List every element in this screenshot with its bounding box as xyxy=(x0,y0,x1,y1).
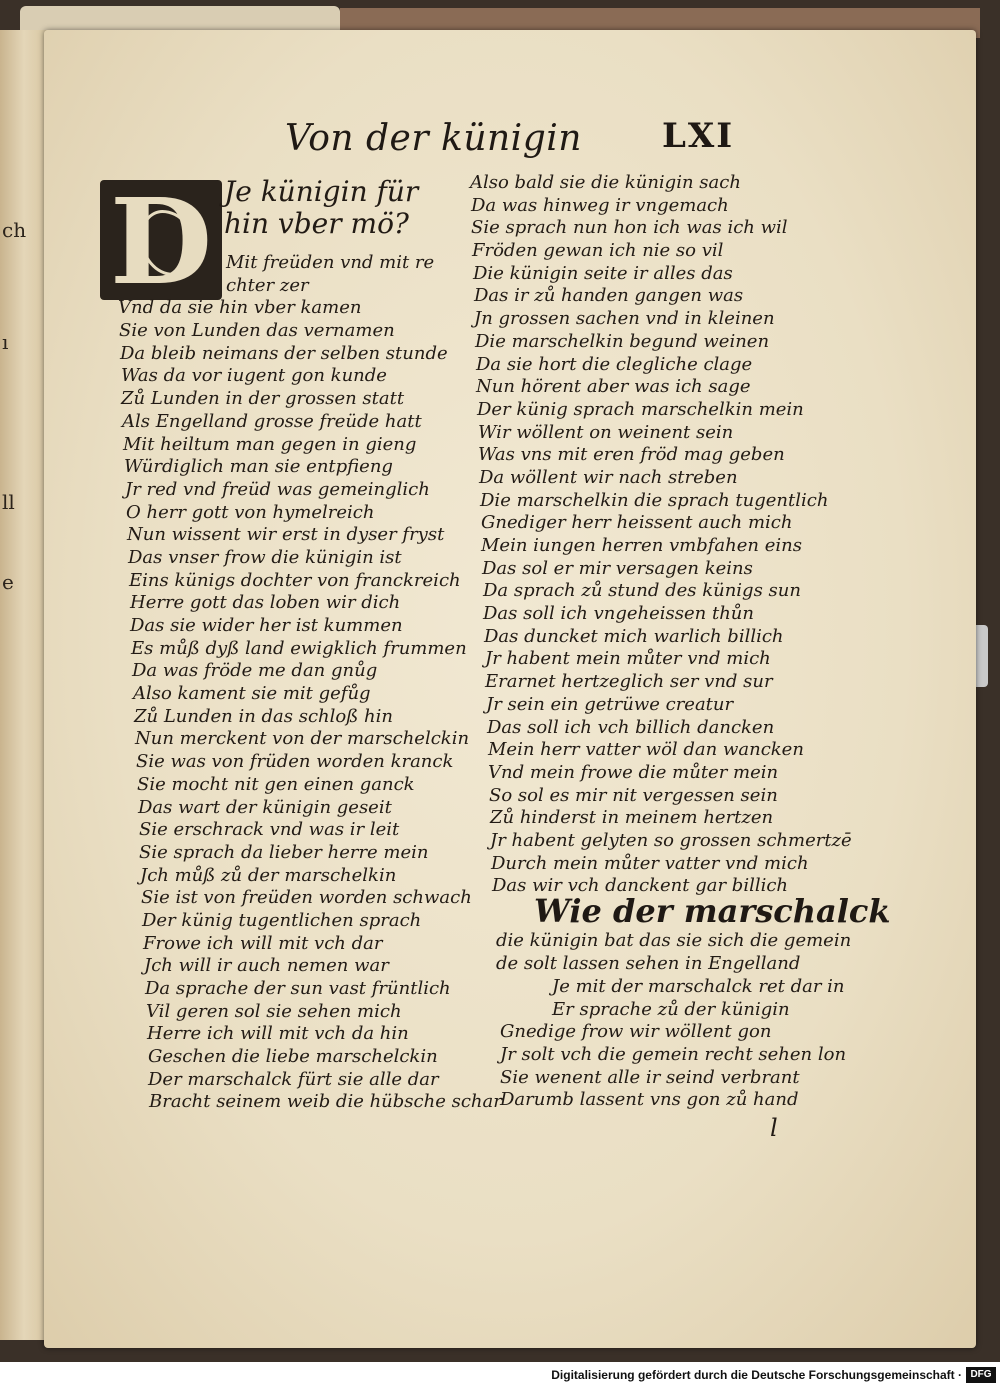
text-line: Wir wöllent on weinent sein xyxy=(478,421,734,443)
text-line: Da sprache der sun vast früntlich xyxy=(145,978,451,999)
text-line: Der künig tugentlichen sprach xyxy=(142,909,422,931)
text-line: Gnediger herr heissent auch mich xyxy=(481,512,793,534)
text-line: Die künigin seite ir alles das xyxy=(473,262,733,284)
text-line: hin vber mö? xyxy=(224,207,409,240)
signature-mark: l xyxy=(770,1114,778,1142)
text-line: Mit heiltum man gegen in gieng xyxy=(123,433,417,455)
text-line: Das duncket mich warlich billich xyxy=(484,625,784,647)
text-line: Sie was von früden worden kranck xyxy=(136,751,454,773)
text-line: Herre gott das loben wir dich xyxy=(130,592,401,614)
text-line: Vnd da sie hin vber kamen xyxy=(118,297,362,319)
text-line: Das sol er mir versagen keins xyxy=(482,557,753,579)
facing-page-fragment: ll xyxy=(2,490,15,514)
text-line: Also bald sie die künigin sach xyxy=(470,172,741,193)
footer-credit: Digitalisierung gefördert durch die Deutsche Forschungsgemeinschaft · xyxy=(551,1368,962,1382)
text-line: Er sprache zů der künigin xyxy=(552,998,790,1020)
text-line: Je mit der marschalck ret dar in xyxy=(552,976,845,997)
decorated-initial xyxy=(100,180,222,300)
text-line: Nun merckent von der marschelckin xyxy=(135,728,470,750)
text-line: O herr gott von hymelreich xyxy=(126,501,375,523)
text-line: Mit freüden vnd mit re xyxy=(226,252,435,273)
text-line: Das wir vch danckent gar billich xyxy=(492,875,789,897)
text-line: Das soll ich vch billich dancken xyxy=(487,716,775,738)
text-line: Bracht seinem weib die hübsche schar xyxy=(149,1091,502,1113)
text-line: Mein herr vatter wöl dan wancken xyxy=(488,739,804,761)
text-line: Es můß dyß land ewigklich frummen xyxy=(131,637,467,659)
text-line: Da sie hort die clegliche clage xyxy=(476,353,753,375)
text-line: Das vnser frow die künigin ist xyxy=(128,546,402,568)
text-line: Vil geren sol sie sehen mich xyxy=(146,1000,402,1022)
text-line: Erarnet hertzeglich ser vnd sur xyxy=(485,671,773,693)
text-line: Zů Lunden in das schloß hin xyxy=(134,705,393,727)
text-line: Jn grossen sachen vnd in kleinen xyxy=(474,308,775,330)
section-heading: Wie der marschalck xyxy=(534,892,891,930)
text-line: Sie von Lunden das vernamen xyxy=(119,320,395,342)
text-line: Jr sein ein getrüwe creatur xyxy=(486,693,734,715)
text-line: Das sie wider her ist kummen xyxy=(130,615,403,636)
text-line: Jr red vnd freüd was gemeinglich xyxy=(125,478,430,500)
text-line: So sol es mir nit vergessen sein xyxy=(489,784,778,806)
text-line: Sie erschrack vnd was ir leit xyxy=(139,819,400,841)
text-line: Das wart der künigin geseit xyxy=(138,796,392,818)
text-line: Mein iungen herren vmbfahen eins xyxy=(481,535,802,556)
text-line: Fröden gewan ich nie so vil xyxy=(472,240,724,262)
right-column xyxy=(470,172,852,898)
initial-letter: D xyxy=(109,180,213,300)
text-line: Da wöllent wir nach streben xyxy=(479,466,738,488)
text-line: Nun hörent aber was ich sage xyxy=(476,376,751,398)
text-line: Geschen die liebe marschelckin xyxy=(148,1046,438,1068)
text-line: Eins künigs dochter von franckreich xyxy=(129,569,461,591)
footer xyxy=(0,1362,1000,1390)
text-line: Also kament sie mit gefůg xyxy=(133,683,371,705)
text-line: Der marschalck fürt sie alle dar xyxy=(148,1068,439,1090)
text-line: Da bleib neimans der selben stunde xyxy=(120,342,448,364)
text-line: Da was hinweg ir vngemach xyxy=(471,194,729,216)
text-line: Die marschelkin begund weinen xyxy=(475,330,770,352)
text-line: Jr solt vch die gemein recht sehen lon xyxy=(500,1044,847,1066)
text-line: Würdiglich man sie entpfieng xyxy=(124,456,393,478)
text-line: Jr habent gelyten so grossen schmertzē xyxy=(490,829,852,851)
text-line: Darumb lassent vns gon zů hand xyxy=(500,1089,799,1111)
text-line: Als Engelland grosse freüde hatt xyxy=(122,410,422,432)
text-line: Sie wenent alle ir seind verbrant xyxy=(500,1066,800,1088)
text-line: Die marschelkin die sprach tugentlich xyxy=(480,489,829,511)
text-line: Sie sprach da lieber herre mein xyxy=(139,841,429,863)
closing-lines xyxy=(500,976,846,1112)
text-line: Da sprach zů stund des künigs sun xyxy=(483,580,801,602)
section-subheading xyxy=(496,930,851,975)
text-line: Je künigin für xyxy=(224,175,419,208)
text-line: Durch mein můter vatter vnd mich xyxy=(491,852,809,874)
text-line: Jch will ir auch nemen war xyxy=(144,955,389,977)
text-line: Jr habent mein můter vnd mich xyxy=(485,648,771,670)
text-line: Das soll ich vngeheissen thůn xyxy=(483,603,754,625)
running-title: Von der künigin xyxy=(285,118,582,159)
text-line: die künigin bat das sie sich die gemein xyxy=(496,930,852,951)
facing-page-fragment: ch xyxy=(2,218,27,242)
text-line: Sie ist von freüden worden schwach xyxy=(141,887,472,909)
text-line: Sie mocht nit gen einen ganck xyxy=(137,773,415,795)
dfg-logo: DFG xyxy=(966,1367,996,1383)
text-line: de solt lassen sehen in Engelland xyxy=(496,952,801,974)
text-line: Zů Lunden in der grossen statt xyxy=(121,388,405,410)
text-line: Jch můß zů der marschelkin xyxy=(140,864,397,886)
text-line: Gnedige frow wir wöllent gon xyxy=(500,1021,772,1043)
text-line: Zů hinderst in meinem hertzen xyxy=(490,807,774,829)
opening-lines xyxy=(224,176,418,240)
folio-number: LXI xyxy=(662,116,735,156)
facing-page-fragment: e xyxy=(2,570,14,594)
text-line: Was da vor iugent gon kunde xyxy=(121,365,387,387)
text-line: Nun wissent wir erst in dyser fryst xyxy=(127,524,445,546)
text-line: Was vns mit eren fröd mag geben xyxy=(478,444,785,466)
text-line: Das ir zů handen gangen was xyxy=(474,285,744,307)
text-line: chter zer xyxy=(226,274,309,296)
text-line: Da was fröde me dan gnůg xyxy=(132,660,378,682)
text-line: Sie sprach nun hon ich was ich wil xyxy=(471,217,788,239)
text-line: Frowe ich will mit vch dar xyxy=(143,932,383,954)
text-line: Herre ich will mit vch da hin xyxy=(147,1023,409,1045)
text-line: Der künig sprach marschelkin mein xyxy=(477,398,804,420)
facing-page-fragment: ı xyxy=(2,330,9,354)
left-column xyxy=(118,252,502,1114)
text-line: Vnd mein frowe die můter mein xyxy=(488,761,779,783)
